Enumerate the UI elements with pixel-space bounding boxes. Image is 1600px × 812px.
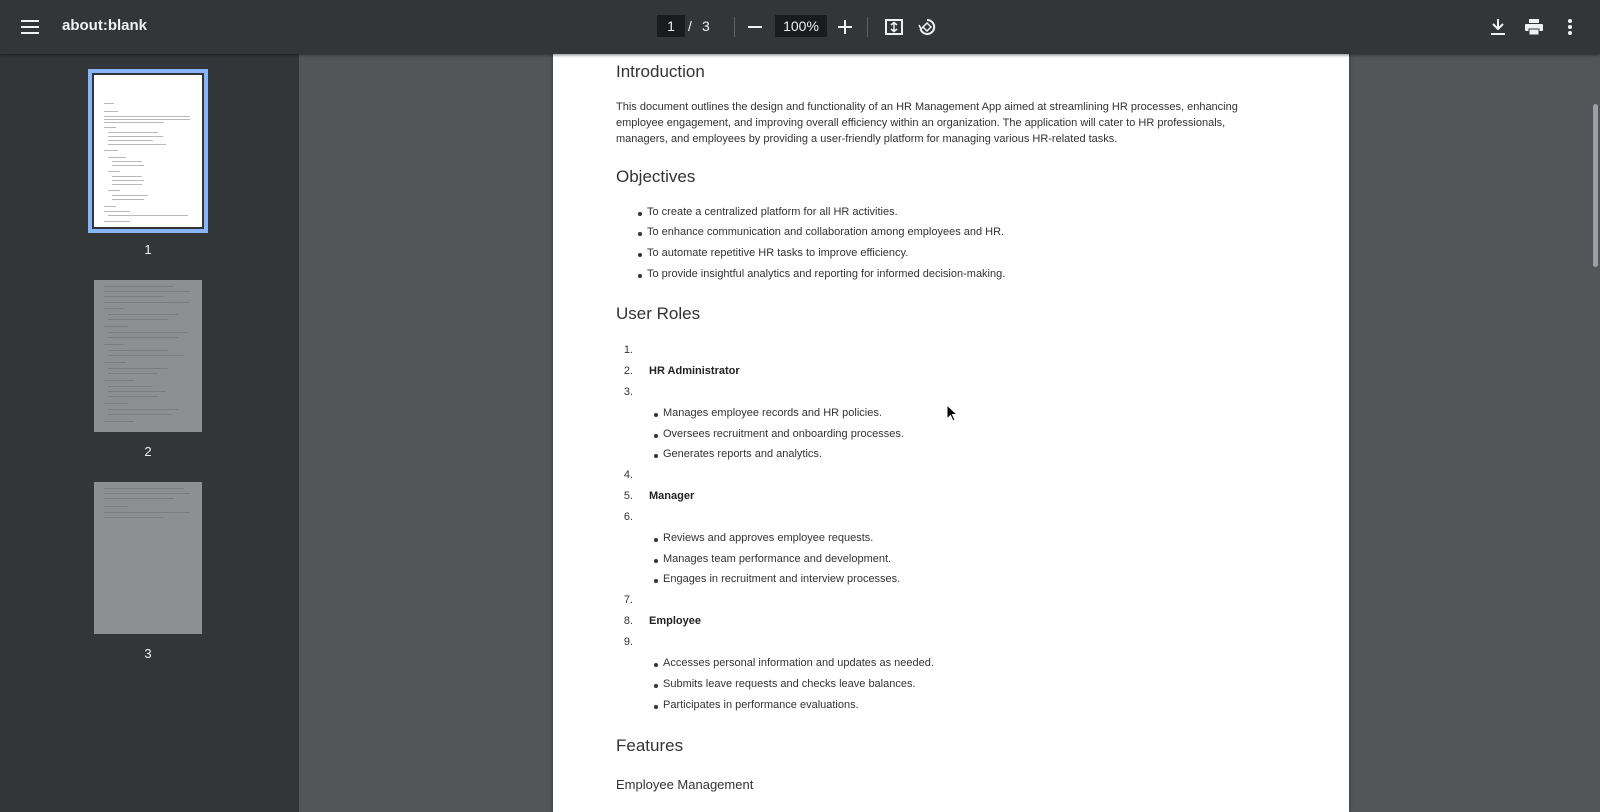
thumbnail-number-2: 2 (144, 444, 152, 459)
role-title-manager: Manager (649, 490, 695, 502)
zoom-input[interactable] (775, 15, 827, 37)
list-number: 1. (623, 344, 633, 356)
bullet (654, 413, 658, 417)
bullet (654, 663, 658, 667)
page-total: 3 (702, 18, 710, 34)
bullet (638, 274, 642, 278)
pdf-toolbar (0, 0, 1600, 54)
zoom-out-button[interactable] (739, 11, 771, 43)
download-button[interactable] (1482, 11, 1514, 43)
role-item: Reviews and approves employee requests. (663, 532, 874, 544)
bullet (654, 454, 658, 458)
bullet (638, 253, 642, 257)
vertical-scrollbar[interactable] (1591, 54, 1600, 812)
bullet (654, 705, 658, 709)
subheading-employee-management: Employee Management (616, 777, 754, 792)
toolbar-divider (734, 17, 735, 37)
mouse-cursor-icon (946, 404, 958, 422)
intro-paragraph: This document outlines the design and functionality of an HR Management App aimed at streamlining HR processes, enhancing employee engagement, and improving overall efficiency within an organization. The application will cater to HR professionals, managers, and employees by providing a user-friendly platform for managing various HR-related tasks. (616, 101, 1238, 145)
bullet (654, 434, 658, 438)
page-thumbnail-1[interactable] (94, 75, 202, 227)
bullet (638, 232, 642, 236)
minus-icon (748, 20, 762, 34)
page-number-input[interactable] (657, 15, 685, 37)
toolbar-divider (867, 17, 868, 37)
pdf-page (553, 54, 1349, 812)
role-item: Generates reports and analytics. (663, 448, 822, 460)
bullet (654, 579, 658, 583)
bullet (638, 212, 642, 216)
list-number: 9. (623, 636, 633, 648)
more-vert-icon (1568, 19, 1572, 35)
bullet (654, 684, 658, 688)
role-item: Engages in recruitment and interview processes. (663, 573, 901, 585)
thumbnail-number-1: 1 (144, 242, 152, 257)
rotate-button[interactable] (911, 11, 943, 43)
role-item: Oversees recruitment and onboarding processes. (663, 428, 904, 440)
heading-introduction: Introduction (616, 62, 705, 81)
menu-icon (21, 20, 39, 34)
role-item: Manages employee records and HR policies. (663, 407, 882, 419)
rotate-icon (918, 18, 936, 36)
page-separator: / (688, 18, 692, 34)
list-number: 6. (623, 511, 633, 523)
role-item: Submits leave requests and checks leave balances. (663, 678, 916, 690)
role-title-employee: Employee (649, 615, 701, 627)
list-number: 8. (623, 615, 633, 627)
role-item: Accesses personal information and updates as needed. (663, 657, 934, 669)
thumbnail-number-3: 3 (144, 646, 152, 661)
scrollbar-thumb[interactable] (1593, 104, 1598, 267)
role-title-hr-admin: HR Administrator (649, 365, 740, 377)
heading-objectives: Objectives (616, 167, 696, 186)
page-thumbnail-2[interactable] (94, 280, 202, 432)
objective-item: To enhance communication and collaboration among employees and HR. (647, 226, 1005, 238)
bullet (654, 538, 658, 542)
list-number: 7. (623, 594, 633, 606)
list-number: 5. (623, 490, 633, 502)
role-item: Participates in performance evaluations. (663, 699, 859, 711)
role-item: Manages team performance and development. (663, 553, 892, 565)
heading-features: Features (616, 736, 684, 755)
thumbnail-sidebar (0, 54, 299, 812)
list-number: 3. (623, 386, 633, 398)
document-title: about:blank (62, 17, 147, 34)
objective-item: To automate repetitive HR tasks to improve efficiency. (647, 247, 909, 259)
bullet (654, 559, 658, 563)
list-number: 2. (623, 365, 633, 377)
menu-button[interactable] (14, 11, 46, 43)
print-icon (1525, 19, 1543, 35)
plus-icon (838, 20, 852, 34)
list-number: 4. (623, 469, 633, 481)
zoom-in-button[interactable] (829, 11, 861, 43)
page-thumbnail-3[interactable] (94, 482, 202, 634)
objective-item: To provide insightful analytics and reporting for informed decision-making. (647, 268, 1006, 280)
fit-page-icon (885, 19, 903, 35)
download-icon (1491, 19, 1505, 35)
fit-page-button[interactable] (878, 11, 910, 43)
heading-user-roles: User Roles (616, 304, 701, 323)
more-options-button[interactable] (1554, 11, 1586, 43)
print-button[interactable] (1518, 11, 1550, 43)
objective-item: To create a centralized platform for all HR activities. (647, 206, 898, 218)
